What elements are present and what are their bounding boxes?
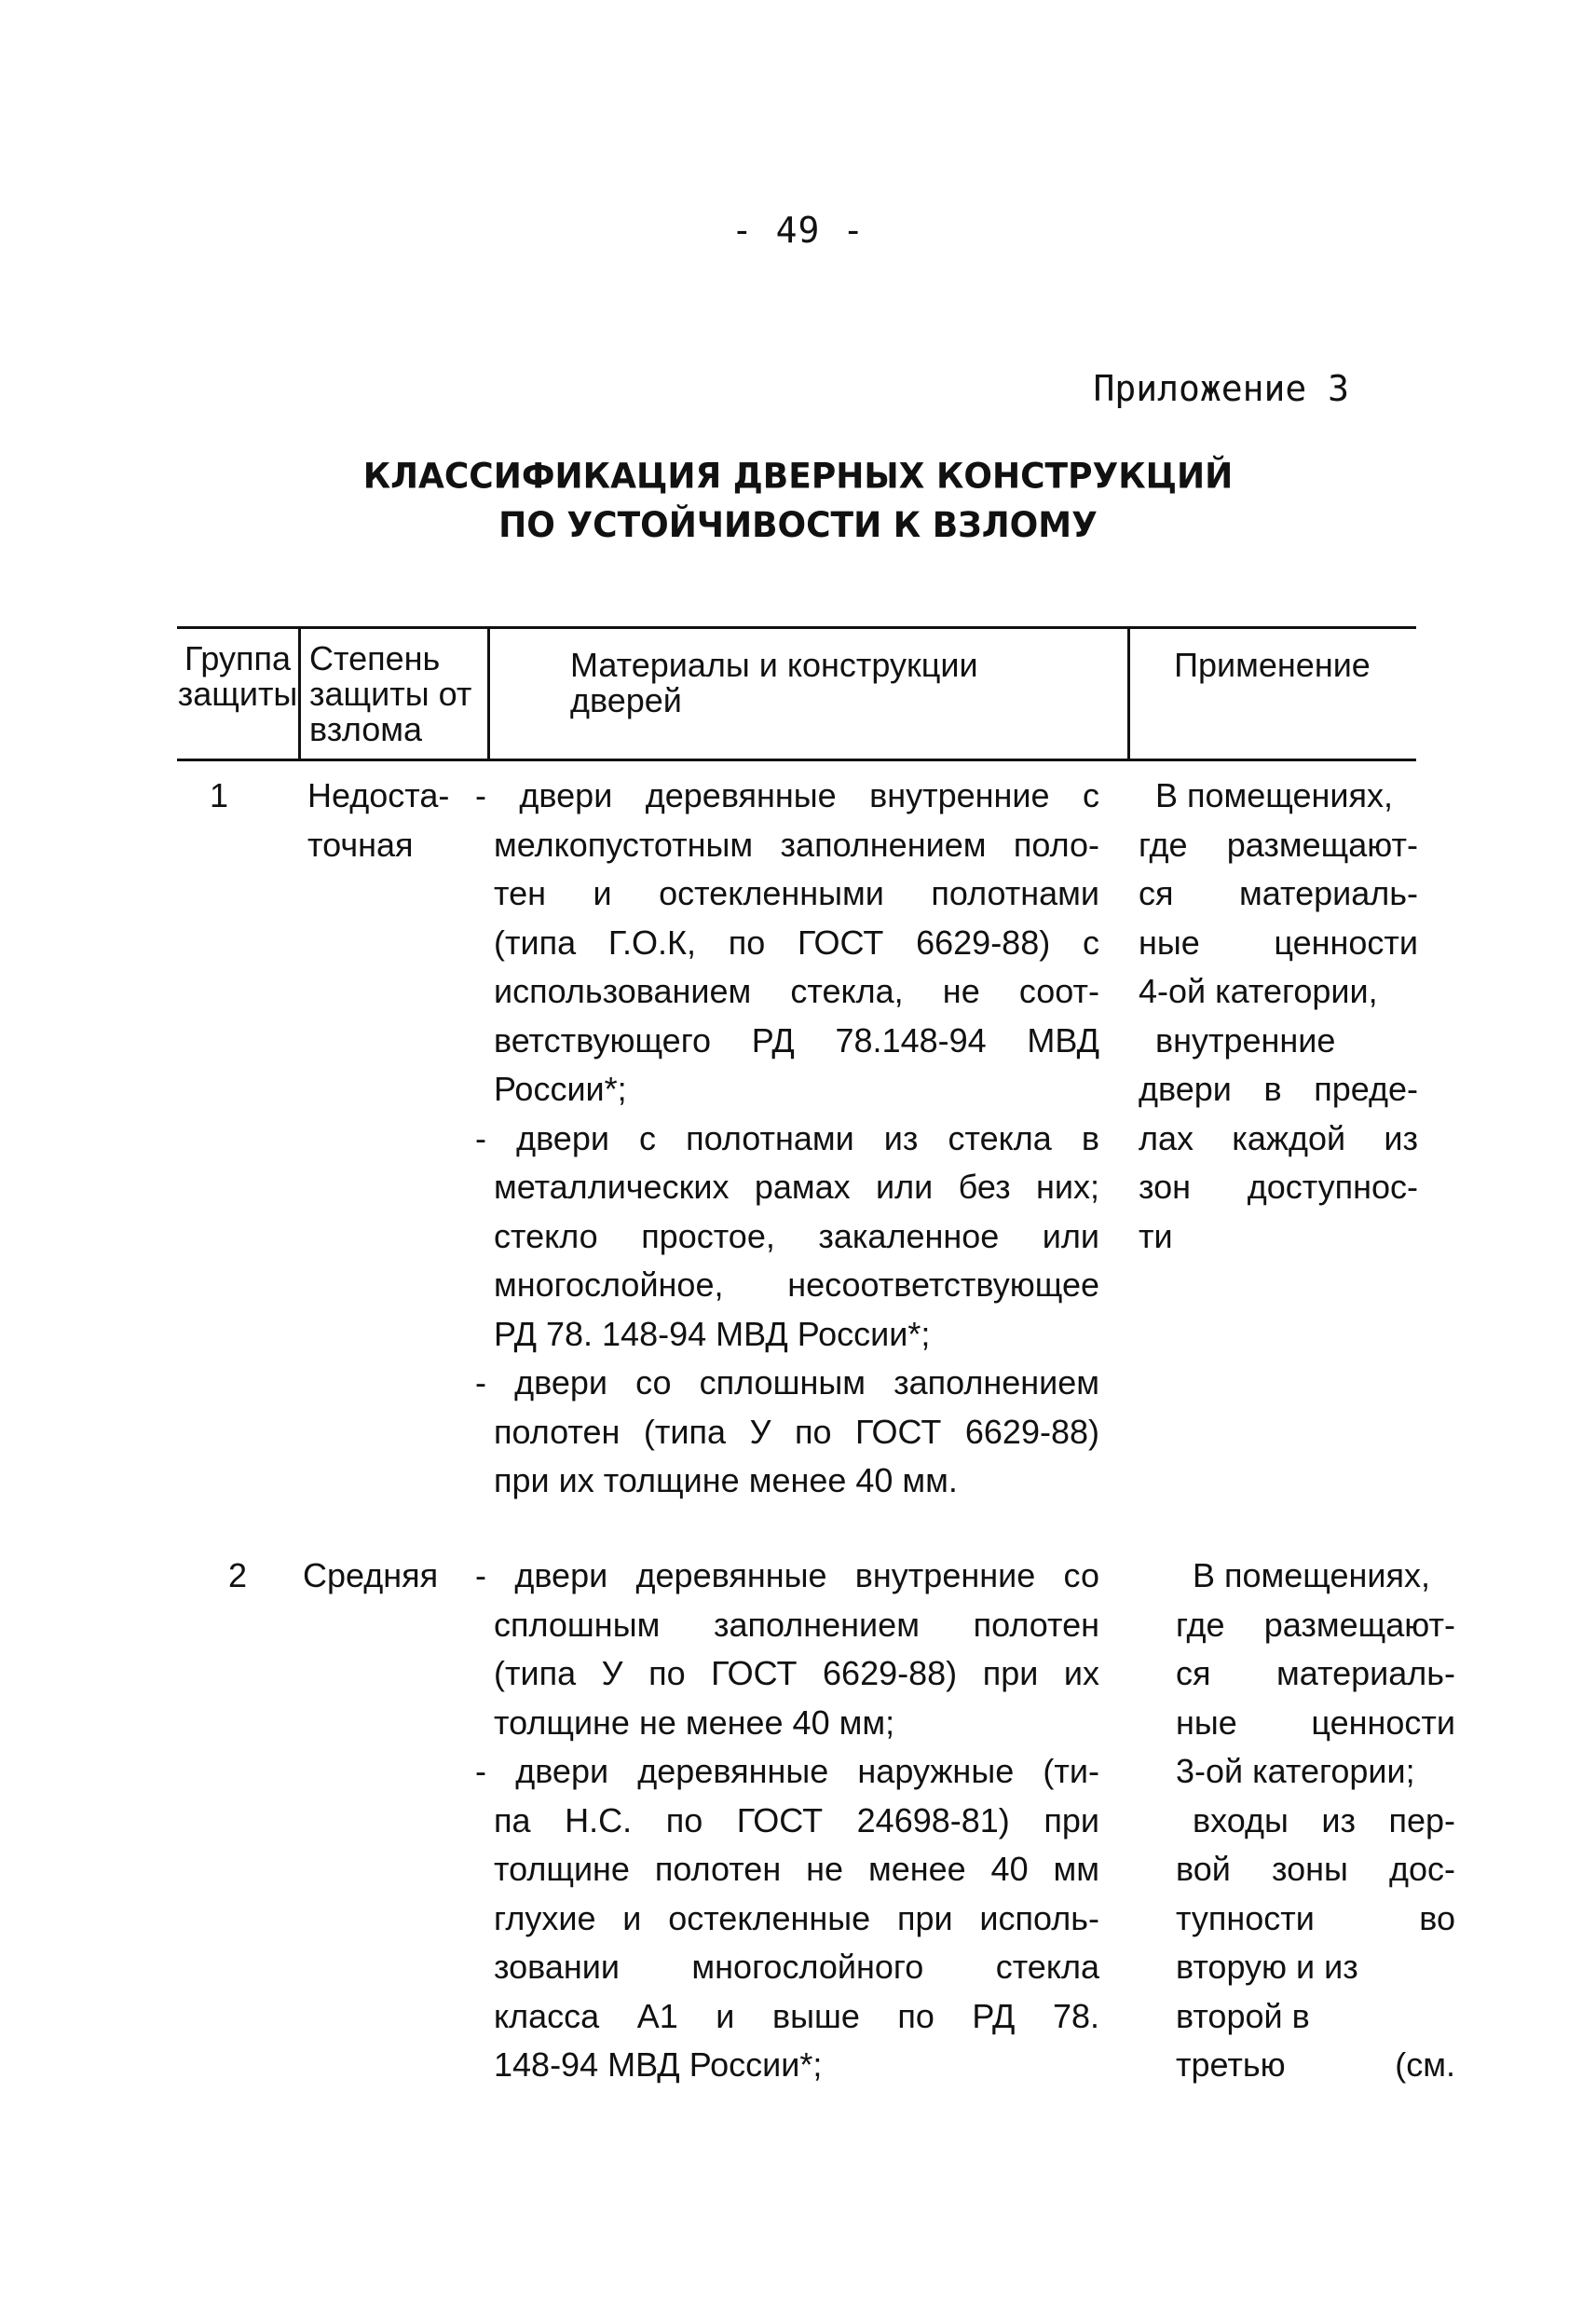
row-1-materials: - двери деревянные внутренние с мелкопустотным заполнением поло- тен и остекленными полотнами (типа Г.О.К, по ГОСТ 6629-88) с использованием стекла, не соот- ветствующего РД 78.148-94 МВД России*; - двери с полотнами из стекла в металлических рамах или без них; стекло простое, закаленное или многослойное, несоответствующее РД 78. 148-94 МВД России*; - двери со сплошным заполнением полотен (типа У по ГОСТ 6629-88) при их толщине менее 40 мм. bbox=[475, 776, 1099, 1499]
row-1-degree: Недоста- точная bbox=[307, 776, 450, 864]
header-application: Применение bbox=[1174, 646, 1371, 684]
row-2-materials: - двери деревянные внутренние со сплошным заполнением полотен (типа У по ГОСТ 6629-88) при их толщине не менее 40 мм; - двери деревянные наружные (ти- па Н.С. по ГОСТ 24698-81) при толщине полотен не менее 40 мм глухие и остекленные при исполь- зовании многослойного стекла класса А1 и выше по РД 78. 148-94 МВД России*; bbox=[475, 1556, 1099, 2084]
header-divider-3 bbox=[1127, 626, 1130, 761]
header-materials: Материалы и конструкции дверей bbox=[570, 646, 978, 719]
row-2-group: 2 bbox=[227, 1556, 248, 1594]
table-header-bottom-rule bbox=[177, 759, 1416, 761]
table-top-rule bbox=[177, 626, 1416, 629]
document-title bbox=[0, 453, 1596, 551]
header-divider-2 bbox=[487, 626, 490, 761]
row-1-application: В помещениях, где размещают- ся материаль- ные ценности 4-ой категории, внутренние двери в преде- лах каждой из зон доступнос- ти bbox=[1139, 776, 1418, 1255]
title-line-2: ПО УСТОЙЧИВОСТИ К ВЗЛОМУ bbox=[498, 505, 1098, 546]
row-2-degree: Средняя bbox=[303, 1556, 439, 1594]
title-line-1: КЛАССИФИКАЦИЯ ДВЕРНЫХ КОНСТРУКЦИЙ bbox=[362, 456, 1234, 497]
row-1-group: 1 bbox=[209, 776, 229, 814]
appendix-label: Приложение 3 bbox=[1093, 368, 1349, 409]
header-degree: Степень защиты от взлома bbox=[309, 639, 472, 748]
header-group: Группа защиты bbox=[177, 639, 298, 713]
header-divider-1 bbox=[298, 626, 301, 761]
row-2-application: В помещениях, где размещают- ся материаль- ные ценности 3-ой категории; входы из пер- вой зоны дос- тупности во вторую и из второй в третью (см. bbox=[1176, 1556, 1455, 2084]
page-number: - 49 - bbox=[730, 210, 866, 251]
